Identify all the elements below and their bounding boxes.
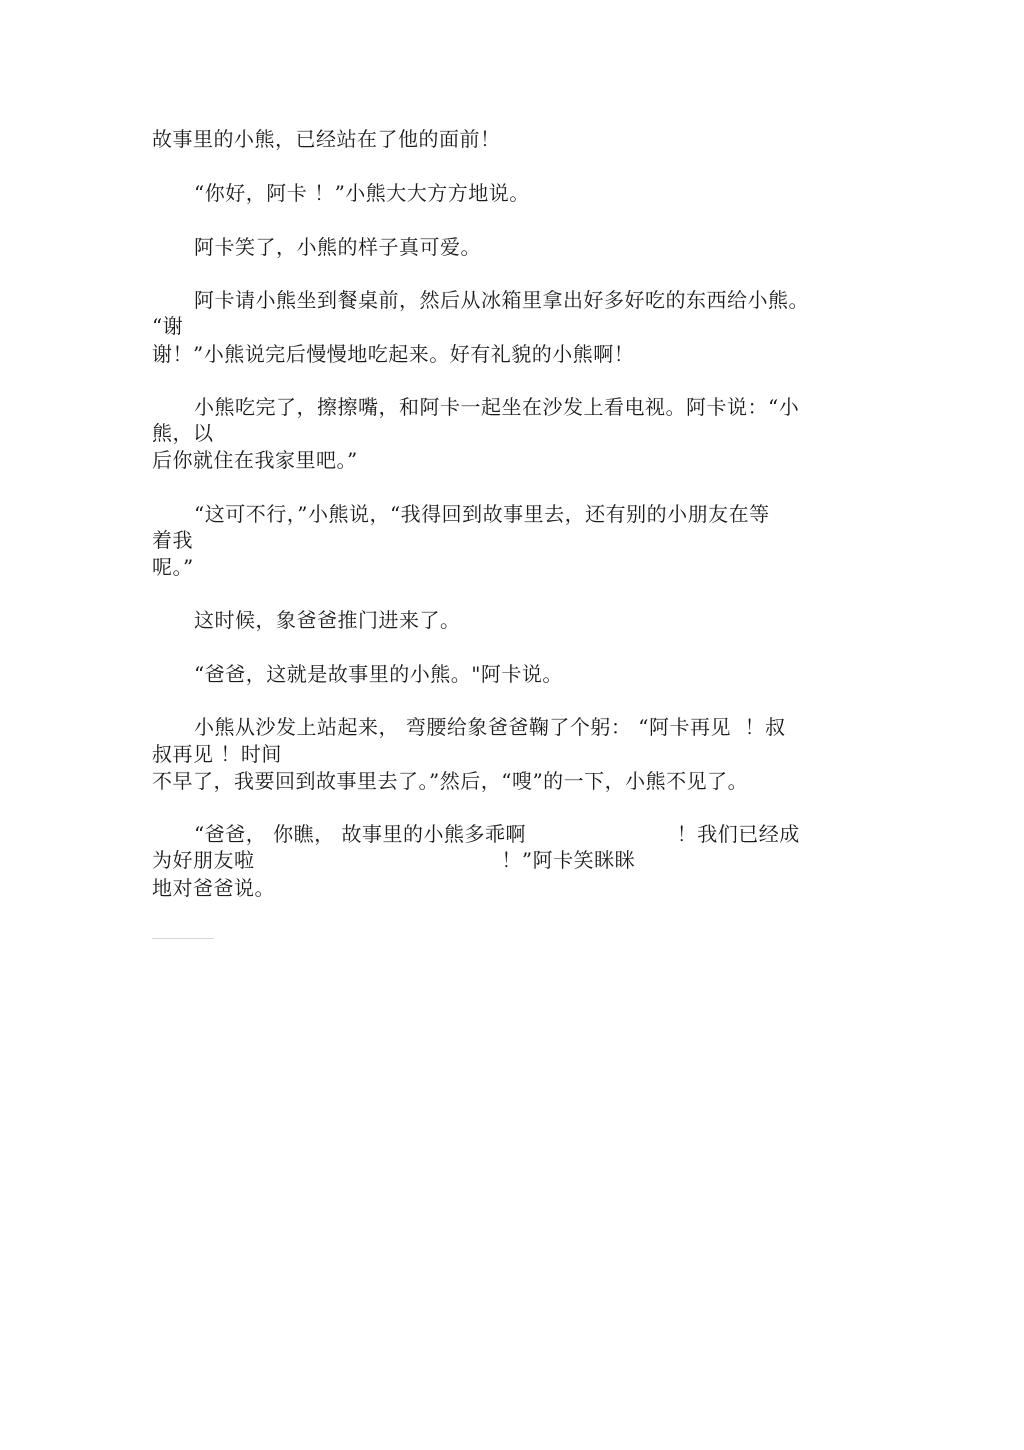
paragraph-3-line-1: 阿卡笑了，小熊的样子真可爱。: [194, 235, 481, 259]
paragraph-5-line-3: 后你就住在我家里吧。”: [152, 448, 358, 472]
paragraph-7-line-1: 这时候，象爸爸推门进来了。: [194, 608, 461, 632]
paragraph-4-line-2: “谢: [152, 314, 184, 338]
paragraph-9-line-1: 小熊从沙发上站起来， 弯腰给象爸爸鞠了个躬： “阿卡再见 ！叔: [194, 715, 786, 739]
paragraph-4-line-3: 谢！”小熊说完后慢慢地吃起来。好有礼貌的小熊啊！: [152, 342, 635, 366]
paragraph-10-line-3: 地对爸爸说。: [152, 876, 275, 900]
paragraph-8-line-1: “爸爸，这就是故事里的小熊。"阿卡说。: [194, 662, 563, 686]
paragraph-5-line-2: 熊，以: [152, 421, 214, 445]
paragraph-10-line-2: 为好朋友啦 ！”阿卡笑眯眯: [152, 848, 636, 872]
paragraph-6-line-1: “这可不行，”小熊说，“我得回到故事里去，还有别的小朋友在等: [194, 502, 770, 526]
paragraph-6-line-3: 呢。”: [152, 555, 194, 579]
paragraph-5-line-1: 小熊吃完了，擦擦嘴，和阿卡一起坐在沙发上看电视。阿卡说：“小: [194, 395, 800, 419]
paragraph-10-line-1: “爸爸， 你瞧， 故事里的小熊多乖啊 ！我们已经成: [194, 822, 800, 846]
paragraph-2-line-1: “你好，阿卡 ！”小熊大大方方地说。: [194, 181, 530, 205]
end-divider: [152, 938, 214, 939]
paragraph-4-line-1: 阿卡请小熊坐到餐桌前，然后从冰箱里拿出好多好吃的东西给小熊。: [194, 288, 809, 312]
paragraph-1-line-1: 故事里的小熊，已经站在了他的面前！: [152, 127, 501, 151]
paragraph-9-line-2: 叔再见 ！时间: [152, 742, 282, 766]
paragraph-6-line-2: 着我: [152, 528, 193, 552]
paragraph-9-line-3: 不早了，我要回到故事里去了。”然后，“嗖”的一下，小熊不见了。: [152, 769, 749, 793]
